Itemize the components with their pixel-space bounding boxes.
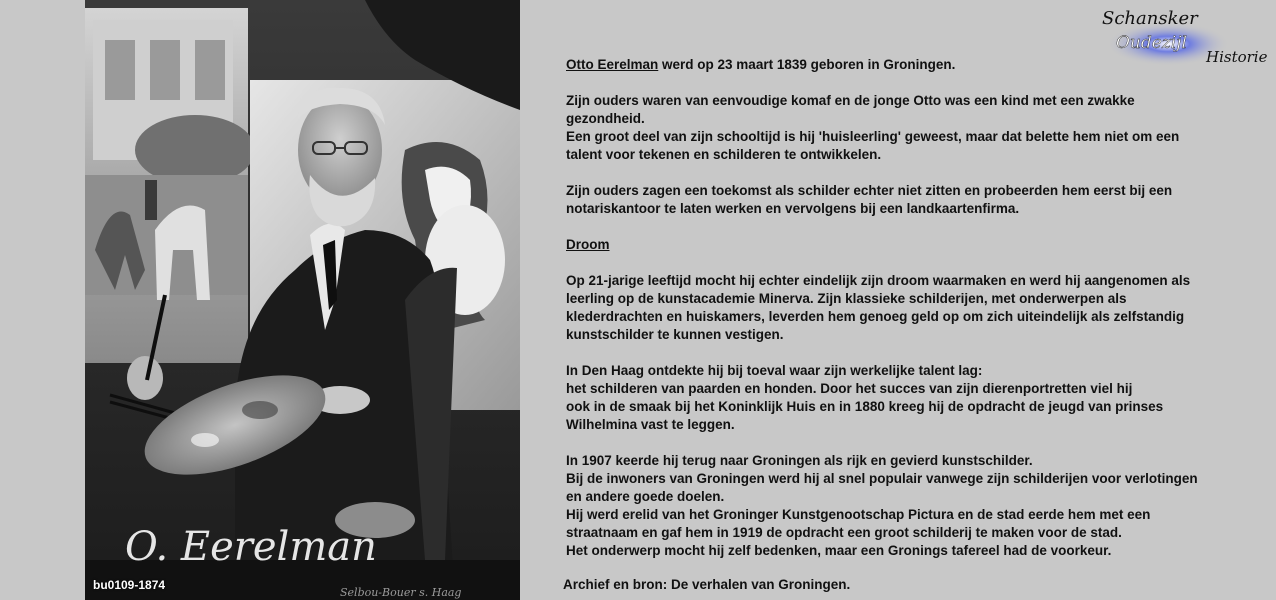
para-line: leerling op de kunstacademie Minerva. Zijn klassieke schilderijen, met onderwerpen als bbox=[566, 291, 1127, 306]
logo-line3: Historie bbox=[1206, 48, 1268, 66]
signature: O. Eerelman bbox=[125, 524, 377, 570]
para-line: Zijn ouders zagen een toekomst als schilder echter niet zitten en probeerden hem eerst bij een bbox=[566, 183, 1173, 198]
para-line: Het onderwerp mocht hij zelf bedenken, maar een Gronings tafereel had de voorkeur. bbox=[566, 543, 1112, 558]
para-line: Bij de inwoners van Groningen werd hij al snel populair vanwege zijn schilderijen voor verlotingen bbox=[566, 471, 1198, 486]
intro-name: Otto Eerelman bbox=[566, 57, 659, 72]
para-line: kunstschilder te kunnen vestigen. bbox=[566, 327, 784, 342]
para-line: In 1907 keerde hij terug naar Groningen als rijk en gevierd kunstschilder. bbox=[566, 453, 1033, 468]
para-line: talent voor tekenen en schilderen te ontwikkelen. bbox=[566, 147, 882, 162]
portrait-photo bbox=[85, 0, 520, 600]
para-line: Op 21-jarige leeftijd mocht hij echter eindelijk zijn droom waarmaken en werd hij aangenomen als bbox=[566, 273, 1191, 288]
para-line: In Den Haag ontdekte hij bij toeval waar zijn werkelijke talent lag: bbox=[566, 363, 983, 378]
portrait-illustration bbox=[85, 0, 520, 600]
para-line: het schilderen van paarden en honden. Door het succes van zijn dierenportretten viel hij bbox=[566, 381, 1133, 396]
para-line: gezondheid. bbox=[566, 111, 645, 126]
studio-mark: Selbou-Bouer s. Haag bbox=[340, 586, 462, 599]
para-line: notariskantoor te laten werken en vervolgens bij een landkaartenfirma. bbox=[566, 201, 1020, 216]
para-line: Hij werd erelid van het Groninger Kunstgenootschap Pictura en de stad eerde hem met een bbox=[566, 507, 1151, 522]
para-line: Een groot deel van zijn schooltijd is hij 'huisleerling' geweest, maar dat belette hem niet om een bbox=[566, 129, 1180, 144]
para-line: Wilhelmina vast te leggen. bbox=[566, 417, 735, 432]
left-margin bbox=[0, 0, 85, 600]
para-line: klederdrachten en huiskamers, leverden hem genoeg geld op om zich uiteindelijk als zelfstandig bbox=[566, 309, 1185, 324]
source-credit: Archief en bron: De verhalen van Groningen. bbox=[563, 577, 851, 592]
painting-horses bbox=[85, 8, 255, 363]
intro-line: Otto Eerelman werd op 23 maart 1839 geboren in Groningen. bbox=[566, 57, 956, 72]
section-heading: Droom bbox=[566, 237, 610, 252]
article-body bbox=[566, 56, 1271, 560]
logo-line1: Schansker bbox=[1102, 8, 1198, 29]
logo-line2: Oudezijl bbox=[1116, 33, 1187, 53]
para-line: en andere goede doelen. bbox=[566, 489, 725, 504]
para-line: straatnaam en gaf hem in 1919 de opdracht een groot schilderij te maken voor de stad. bbox=[566, 525, 1122, 540]
para-line: Zijn ouders waren van eenvoudige komaf en de jonge Otto was een kind met een zwakke bbox=[566, 93, 1135, 108]
para-line: ook in de smaak bij het Koninklijk Huis en in 1880 kreeg hij de opdracht de jeugd van prinses bbox=[566, 399, 1164, 414]
photo-id-label: bu0109-1874 bbox=[93, 578, 166, 592]
